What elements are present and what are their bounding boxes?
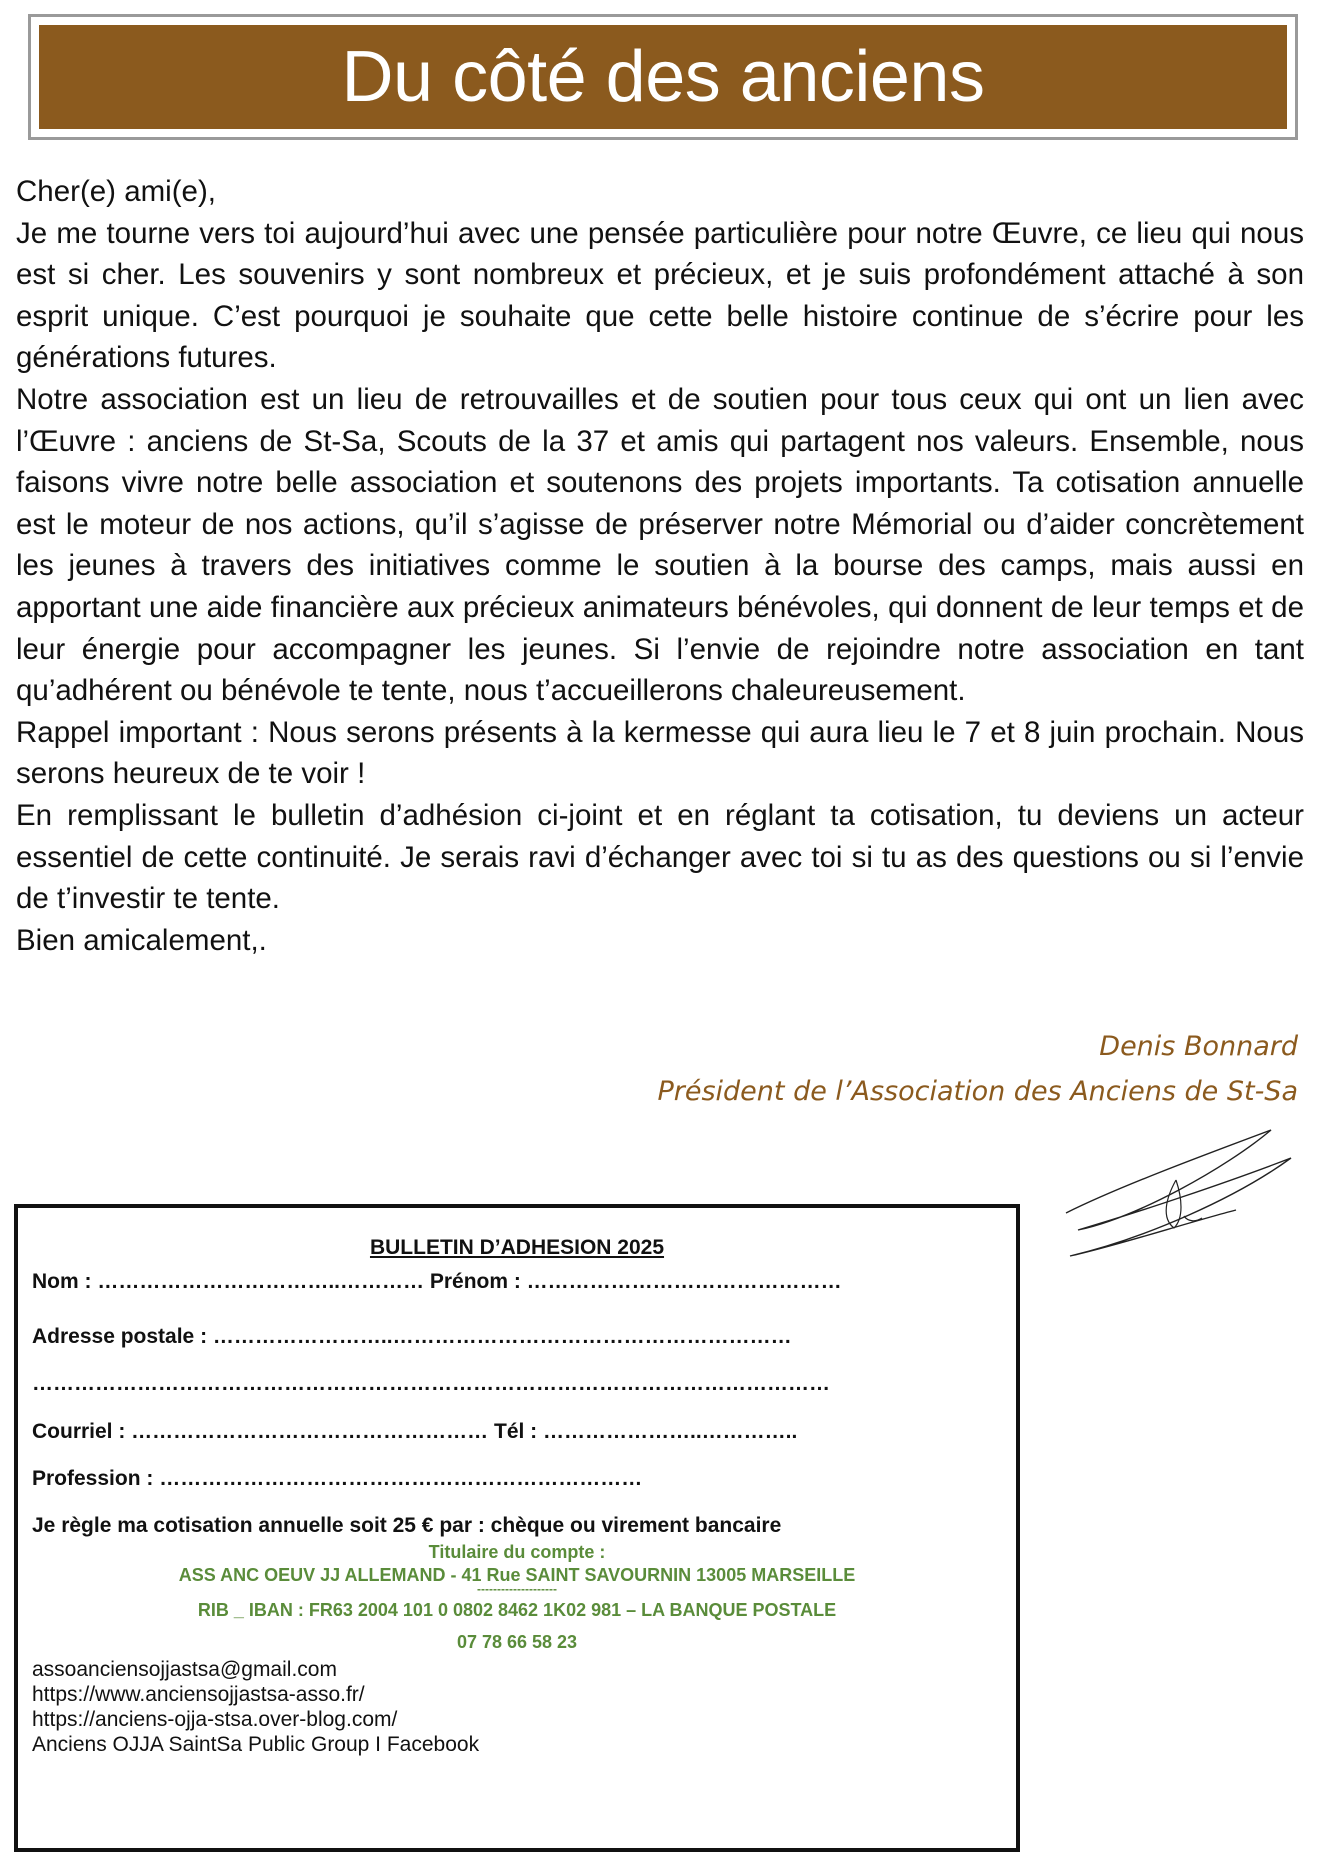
- account-holder: ASS ANC OEUV JJ ALLEMAND - 41 Rue SAINT SAVOURNIN 13005 MARSEILLE: [178, 1565, 856, 1585]
- form-address-line-2: ……………………………………………………………………………………………………: [32, 1372, 830, 1395]
- membership-form: [14, 1204, 1020, 1852]
- rib-iban: RIB _ IBAN : FR63 2004 101 0 0802 8462 1K02 981 – LA BANQUE POSTALE: [197, 1600, 837, 1620]
- letter-paragraph: Je me tourne vers toi aujourd’hui avec une pensée particulière pour notre Œuvre, ce lieu qui nous est si cher. Les souvenirs y sont nombreux et précieux, et je suis profondément attaché à son esprit unique. C’est pourquoi je souhaite que cette belle histoire continue de s’écrire pour les générations futures.: [16, 216, 1304, 375]
- contact-phone: 07 78 66 58 23: [456, 1632, 578, 1652]
- form-title: BULLETIN D’ADHESION 2025: [369, 1236, 665, 1259]
- signer-name: Denis Bonnard: [1099, 1031, 1298, 1062]
- title-bar: [39, 25, 1287, 129]
- contact-blog: https://anciens-ojja-stsa.over-blog.com/: [32, 1708, 398, 1731]
- signer-title: Président de l’Association des Anciens de St-Sa: [657, 1076, 1298, 1107]
- form-profession-line: Profession : ……………………………………………………………: [32, 1467, 643, 1490]
- signoff: [657, 1024, 1298, 1114]
- form-email-phone-line: Courriel : …………………………………………… Tél : …………………..…………..: [32, 1420, 798, 1443]
- letter-closing: Bien amicalement,.: [16, 923, 267, 957]
- letter-paragraph: Rappel important : Nous serons présents à la kermesse qui aura lieu le 7 et 8 juin prochain. Nous serons heureux de te voir !: [16, 715, 1304, 791]
- signature-image: [1056, 1118, 1306, 1268]
- separator: --------------------: [477, 1582, 557, 1596]
- letter-paragraph: Notre association est un lieu de retrouvailles et de soutien pour tous ceux qui ont un lien avec l’Œuvre : anciens de St-Sa, Scouts de la 37 et amis qui partagent nos valeurs. Ensemble, nous faisons vivre notre belle association et soutenons des projets importants. Ta cotisation annuelle est le moteur de nos actions, qu’il s’agisse de préserver notre Mémorial ou d’aider concrètement les jeunes à travers des initiatives comme le soutien à la bourse des camps, mais aussi en apportant une aide financière aux précieux animateurs bénévoles, qui donnent de leur temps et de leur énergie pour accompagner les jeunes. Si l’envie de rejoindre notre association en tant qu’adhérent ou bénévole te tente, nous t’accueillerons chaleureusement.: [16, 382, 1304, 708]
- contact-website: https://www.anciensojjastsa-asso.fr/: [32, 1683, 365, 1706]
- contact-facebook: Anciens OJJA SaintSa Public Group I Facebook: [32, 1733, 480, 1756]
- form-address-line: Adresse postale : ……………………..…………………………………………………: [32, 1325, 792, 1348]
- page-title: Du côté des anciens: [341, 37, 985, 117]
- account-label: Titulaire du compte :: [428, 1542, 606, 1562]
- letter-body: [16, 171, 1304, 961]
- letter-paragraph: En remplissant le bulletin d’adhésion ci-joint et en réglant ta cotisation, tu deviens un acteur essentiel de cette continuité. Je serais ravi d’échanger avec toi si tu as des questions ou si l’envie de t’investir te tente.: [16, 798, 1304, 916]
- title-frame: [28, 14, 1298, 140]
- contact-email: assoanciensojjastsa@gmail.com: [32, 1658, 337, 1681]
- letter-greeting: Cher(e) ami(e),: [16, 175, 216, 208]
- form-payment-text: Je règle ma cotisation annuelle soit 25 € par : chèque ou virement bancaire: [32, 1514, 782, 1537]
- form-name-line: Nom : ……………………………..………… Prénom : ………………………………………: [32, 1270, 842, 1293]
